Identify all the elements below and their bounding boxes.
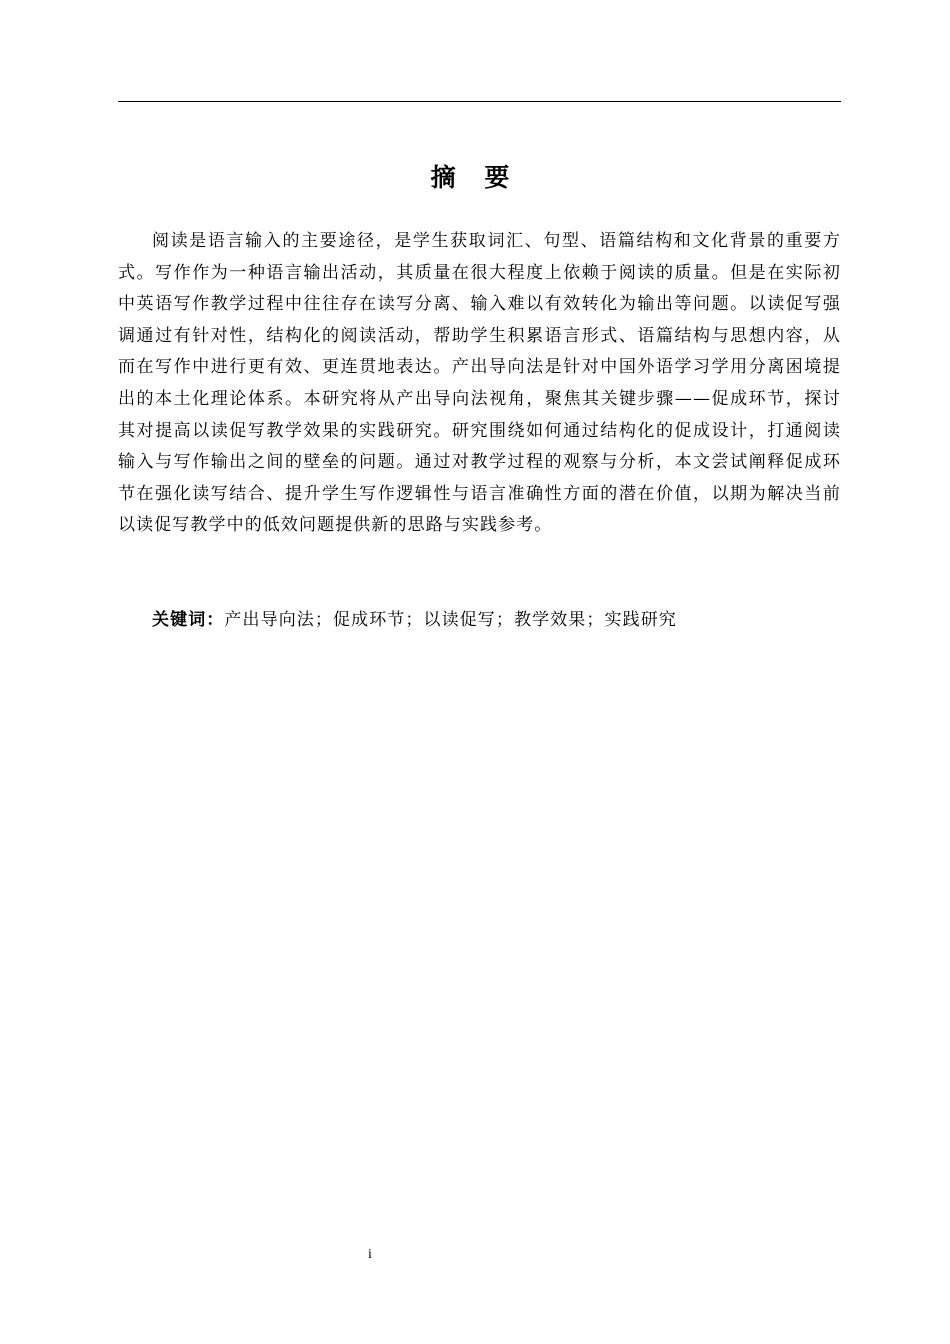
keywords-line (152, 604, 841, 636)
page-title: 摘 要 (430, 163, 520, 192)
keywords-label: 关键词： (152, 610, 225, 630)
abstract-paragraph: 阅读是语言输入的主要途径，是学生获取词汇、句型、语篇结构和文化背景的重要方式。写作作为一种语言输出活动，其质量在很大程度上依赖于阅读的质量。但是在实际初中英语写作教学过程中往往存在读写分离、输入难以有效转化为输出等问题。以读促写强调通过有针对性，结构化的阅读活动，帮助学生积累语言形式、语篇结构与思想内容，从而在写作中进行更有效、更连贯地表达。产出导向法是针对中国外语学习学用分离困境提出的本土化理论体系。本研究将从产出导向法视角，聚焦其关键步骤——促成环节，探讨其对提高以读促写教学效果的实践研究。研究围绕如何通过结构化的促成设计，打通阅读输入与写作输出之间的壁垒的问题。通过对教学过程的观察与分析，本文尝试阐释促成环节在强化读写结合、提升学生写作逻辑性与语言准确性方面的潜在价值，以期为解决当前以读促写教学中的低效问题提供新的思路与实践参考。 (118, 231, 841, 536)
header-rule (118, 101, 841, 102)
keywords-text: 产出导向法；促成环节；以读促写；教学效果；实践研究 (224, 610, 677, 630)
page-number: i (368, 1247, 372, 1262)
